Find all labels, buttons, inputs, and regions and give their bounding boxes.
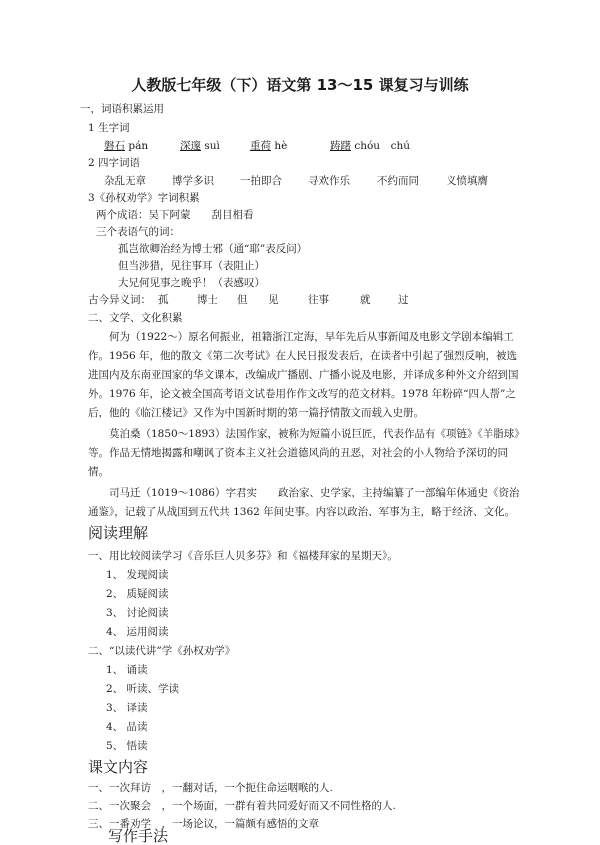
- content-line: 三、一番劝学 ，一场论议，一篇颇有感悟的文章: [88, 818, 319, 830]
- list-item: 2、 听读、学读: [106, 683, 180, 695]
- list-item: 4、 运用阅读: [106, 626, 169, 638]
- word-item: 踌躇 chóu chú: [330, 140, 410, 152]
- idiom: 寻欢作乐: [308, 175, 350, 187]
- tone-words-heading: 三个表语气的词：: [96, 226, 180, 238]
- heading-content: 课文内容: [88, 758, 149, 776]
- list-item: 1、 发现阅读: [106, 569, 169, 581]
- list-item: 3、 讨论阅读: [106, 607, 169, 619]
- gujin-label: 古今异义词：: [88, 294, 151, 306]
- idiom: 博学多识: [172, 175, 214, 187]
- content-line: 一、一次拜访 ，一翻对话，一个扼住命运咽喉的人.: [88, 782, 333, 794]
- reading-item: 二、“以读代讲”学《孙权劝学》: [88, 645, 236, 657]
- idiom: 义愤填膺: [446, 175, 488, 187]
- subheading-idioms: 2 四字词语: [88, 157, 141, 169]
- page-title: 人教版七年级（下）语文第 13～15 课复习与训练: [131, 76, 469, 94]
- gujin-word: 见: [268, 294, 279, 306]
- idiom: 不约而同: [377, 175, 419, 187]
- list-item: 4、 品读: [106, 721, 148, 733]
- tone-example: 但当涉猎，见往事耳（表阻止）: [118, 260, 265, 272]
- author-paragraph-maupassant: 莫泊桑（1850～1893）法国作家，被称为短篇小说巨匠，代表作品有《项链》《羊脂球》等。作品无情地揭露和嘲讽了资本主义社会道德风尚的丑恶，对社会的小人物给予深切的同情。: [88, 428, 520, 478]
- section-heading-vocab: 一，词语积累运用: [80, 103, 164, 115]
- subheading-sunquan: 3《孙权劝学》字词积累: [88, 192, 200, 204]
- list-item: 2、 质疑阅读: [106, 588, 169, 600]
- tone-example: 孤岂欲卿治经为博士邪（通“耶”表反问）: [118, 243, 308, 255]
- word-item: 深邃 suì: [180, 140, 220, 152]
- gujin-word: 就: [360, 294, 371, 306]
- word-item: 重荷 hè: [250, 140, 288, 152]
- list-item: 3、 译读: [106, 702, 148, 714]
- author-paragraph-hewei: 何为（1922～）原名何振业，祖籍浙江定海，早年先后从事新闻及电影文学剧本编辑工作。1956 年，他的散文《第二次考试》在人民日报发表后，在读者中引起了强烈反响，被选进国内及东南亚国家的华文课本，改编成广播剧、广播小说及电影，并译成多种外文介绍到国外。1976 年，论文被全国高考语文试卷用作作文改写的范文材料。1978 年粉碎“四人帮”之后，他的《临江楼记》又作为中国新时期的第一篇抒情散文而载入史册。: [88, 331, 519, 419]
- gujin-word: 往事: [308, 294, 329, 306]
- list-item: 5、 悟读: [106, 740, 148, 752]
- subheading-characters: 1 生字词: [88, 122, 130, 134]
- heading-reading: 阅读理解: [88, 524, 149, 542]
- gujin-word: 过: [398, 294, 409, 306]
- word-item: 磐石 pán: [104, 140, 149, 152]
- section-heading-literature: 二、文学、文化积累: [88, 312, 183, 324]
- gujin-word: 但: [237, 294, 248, 306]
- idiom: 一拍即合: [240, 175, 282, 187]
- tone-example: 大兄何见事之晚乎！（表感叹）: [118, 277, 265, 289]
- heading-writing: 写作手法: [108, 827, 169, 845]
- reading-item: 一、用比较阅读学习《音乐巨人贝多芬》和《福楼拜家的星期天》。: [88, 550, 398, 562]
- idiom: 杂乱无章: [104, 175, 146, 187]
- gujin-word: 博士: [197, 294, 218, 306]
- gujin-word: 孤: [158, 294, 169, 306]
- author-paragraph-simaguang: 司马迁（1019～1086）字君实 政治家、史学家，主持编纂了一部编年体通史《资治通鉴》，记载了从战国到五代共 1362 年间史事。内容以政治、军事为主，略于经济、文化。: [88, 487, 520, 518]
- list-item: 1、 诵读: [106, 664, 148, 676]
- content-line: 二、一次聚会 ，一个场面，一群有着共同爱好而又不同性格的人.: [88, 800, 396, 812]
- chengyu-line: 两个成语：吴下阿蒙 刮目相看: [96, 209, 254, 221]
